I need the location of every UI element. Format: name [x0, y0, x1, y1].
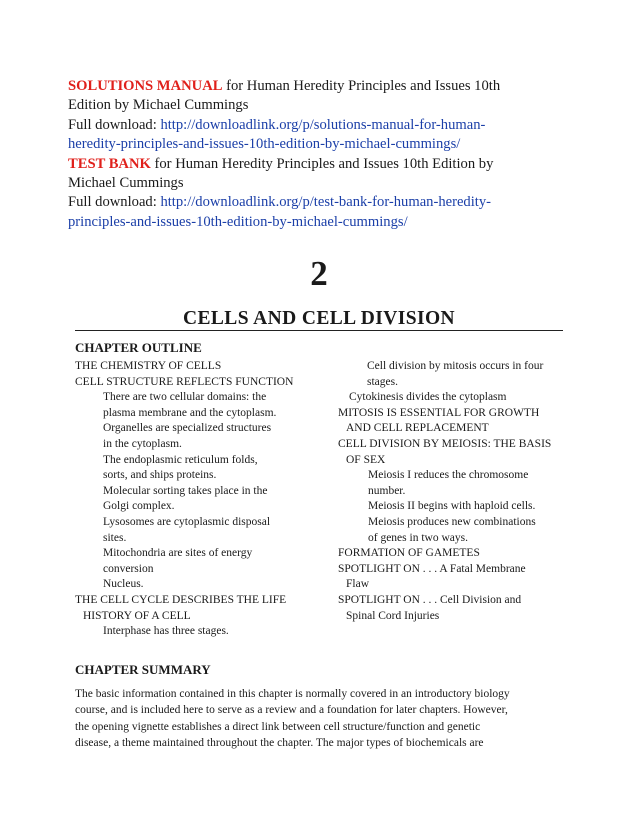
- header-line-3: Full download: http://downloadlink.org/p/solutions-manual-for-human-: [68, 116, 486, 133]
- outline-item: Flaw: [346, 578, 369, 591]
- summary-body: [75, 686, 565, 751]
- outline-item: Meiosis II begins with haploid cells.: [368, 500, 536, 513]
- outline-item: Meiosis I reduces the chromosome: [368, 469, 529, 482]
- outline-item: Lysosomes are cytoplasmic disposal: [103, 515, 271, 528]
- summary-line: The basic information contained in this chapter is normally covered in an introductory biology: [75, 688, 510, 700]
- outline-item: plasma membrane and the cytoplasm.: [103, 406, 277, 419]
- solutions-manual-label: SOLUTIONS MANUAL: [68, 78, 223, 94]
- outline-right-column: [338, 359, 568, 624]
- outline-item: number.: [368, 484, 406, 497]
- outline-item: in the cytoplasm.: [103, 437, 182, 450]
- solutions-manual-link[interactable]: http://downloadlink.org/p/solutions-manual-for-human-: [160, 116, 486, 133]
- outline-item: Molecular sorting takes place in the: [103, 484, 268, 497]
- outline-item: CELL DIVISION BY MEIOSIS: THE BASIS: [338, 437, 552, 450]
- outline-item: Meiosis produces new combinations: [368, 515, 536, 528]
- outline-item: OF SEX: [346, 453, 386, 466]
- outline-item: sites.: [103, 531, 127, 544]
- outline-item: Mitochondria are sites of energy: [103, 547, 253, 560]
- summary-line: course, and is included here to serve as a review and a foundation for later chapters. However,: [75, 704, 508, 717]
- outline-item: SPOTLIGHT ON . . . A Fatal Membrane: [338, 562, 526, 575]
- outline-item: Nucleus.: [103, 578, 144, 591]
- outline-item: FORMATION OF GAMETES: [338, 547, 480, 560]
- outline-heading: CHAPTER OUTLINE: [75, 340, 202, 355]
- test-bank-link[interactable]: http://downloadlink.org/p/test-bank-for-human-heredity-: [160, 194, 491, 211]
- outline-item: THE CELL CYCLE DESCRIBES THE LIFE: [75, 593, 287, 606]
- outline-item: There are two cellular domains: the: [103, 391, 267, 404]
- outline-item: Cytokinesis divides the cytoplasm: [349, 391, 507, 404]
- chapter-title: CELLS AND CELL DIVISION: [75, 308, 563, 331]
- header-line-2: Edition by Michael Cummings: [68, 97, 249, 114]
- test-bank-label: TEST BANK: [68, 155, 151, 172]
- outline-item: The endoplasmic reticulum folds,: [103, 453, 258, 466]
- solutions-manual-link-continued[interactable]: heredity-principles-and-issues-10th-edition-by-michael-cummings/: [68, 136, 461, 153]
- header-line-7: Full download: http://downloadlink.org/p/test-bank-for-human-heredity-: [68, 194, 491, 211]
- chapter-number: 2: [310, 254, 328, 293]
- outline-item: of genes in two ways.: [368, 531, 468, 544]
- summary-heading: CHAPTER SUMMARY: [75, 662, 211, 677]
- outline-item: THE CHEMISTRY OF CELLS: [75, 360, 222, 372]
- outline-item: CELL STRUCTURE REFLECTS FUNCTION: [75, 375, 294, 388]
- outline-item: Organelles are specialized structures: [103, 422, 272, 435]
- outline-item: conversion: [103, 562, 154, 575]
- test-bank-link-continued[interactable]: principles-and-issues-10th-edition-by-michael-cummings/: [68, 213, 408, 230]
- outline-item: sorts, and ships proteins.: [103, 469, 217, 482]
- outline-item: Golgi complex.: [103, 500, 175, 513]
- outline-left-column: [75, 359, 315, 640]
- summary-line: disease, a theme maintained throughout the chapter. The major types of biochemicals are: [75, 736, 484, 749]
- outline-item: Interphase has three stages.: [103, 625, 229, 638]
- header-line-5: TEST BANK for Human Heredity Principles and Issues 10th Edition by: [68, 155, 494, 172]
- summary-line: the opening vignette establishes a direct link between cell structure/function and genetic: [75, 720, 481, 733]
- header-line-6: Michael Cummings: [68, 175, 184, 192]
- outline-item: stages.: [367, 375, 398, 388]
- outline-item: HISTORY OF A CELL: [83, 609, 191, 622]
- outline-item: Spinal Cord Injuries: [346, 609, 440, 622]
- outline-item: Cell division by mitosis occurs in four: [367, 360, 544, 372]
- outline-item: SPOTLIGHT ON . . . Cell Division and: [338, 593, 522, 606]
- outline-item: MITOSIS IS ESSENTIAL FOR GROWTH: [338, 406, 540, 419]
- download-header: [68, 77, 568, 232]
- outline-item: AND CELL REPLACEMENT: [346, 422, 489, 435]
- header-line-1: SOLUTIONS MANUAL for Human Heredity Principles and Issues 10th: [68, 78, 501, 94]
